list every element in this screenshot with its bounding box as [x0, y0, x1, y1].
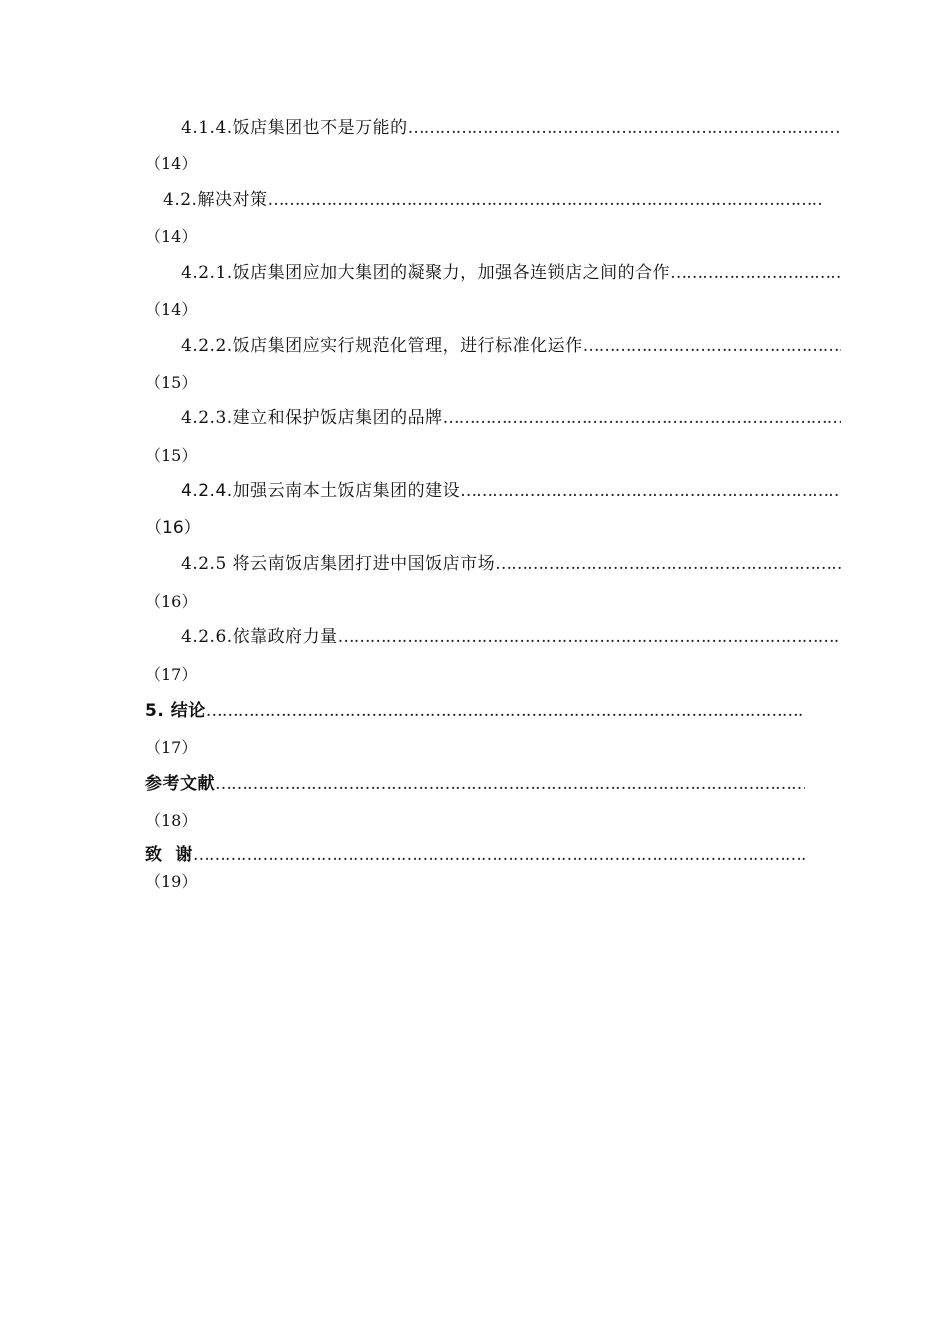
toc-entry-title: 4.2.6.依靠政府力量: [181, 627, 338, 647]
toc-entry-title: 4.1.4.饭店集团也不是万能的: [181, 118, 408, 138]
toc-page-number: （16）: [145, 518, 201, 538]
toc-entry-title: 4.2.2.饭店集团应实行规范化管理，进行标准化运作: [181, 336, 583, 356]
toc-page-number: （17）: [145, 665, 198, 684]
toc-page-number: （15）: [145, 373, 198, 392]
toc-entry-title: 致 谢: [145, 845, 193, 865]
toc-dot-leader: [267, 187, 823, 213]
toc-dot-leader: [215, 771, 805, 797]
toc-dot-leader: [670, 260, 841, 286]
toc-entry-title: 参考文献: [145, 774, 215, 794]
toc-page-number: （14）: [145, 154, 198, 173]
toc-dot-leader: [495, 551, 841, 577]
toc-entry-4-2-5[interactable]: [145, 551, 841, 577]
toc-page-number: （18）: [145, 811, 198, 830]
toc-page-number: （15）: [145, 446, 198, 465]
toc-entry-references[interactable]: [145, 771, 805, 797]
toc-page-number: （14）: [145, 227, 198, 246]
toc-entry-title: 5. 结论: [145, 701, 206, 721]
toc-dot-leader: [206, 698, 805, 724]
toc-entry-4-2-1[interactable]: [145, 260, 841, 286]
toc-entry-4-2[interactable]: [145, 187, 823, 213]
toc-entry-title: 4.2.1.饭店集团应加大集团的凝聚力，加强各连锁店之间的合作: [181, 263, 671, 283]
toc-entry-5-conclusion[interactable]: [145, 698, 805, 724]
toc-dot-leader: [460, 478, 841, 504]
toc-page-number: （19）: [145, 872, 198, 891]
toc-entry-acknowledgements[interactable]: [145, 842, 805, 868]
toc-entry-title: 4.2.5 将云南饭店集团打进中国饭店市场: [181, 554, 496, 574]
toc-dot-leader: [583, 333, 841, 359]
toc-entry-4-2-4[interactable]: [145, 478, 841, 504]
toc-dot-leader: [193, 842, 805, 868]
toc-dot-leader: [408, 115, 841, 141]
toc-dot-leader: [338, 624, 841, 650]
toc-dot-leader: [443, 405, 841, 431]
toc-entry-title: 4.2.4.加强云南本土饭店集团的建设: [181, 481, 461, 501]
toc-page-number: （17）: [145, 738, 198, 757]
toc-entry-4-2-3[interactable]: [145, 405, 841, 431]
toc-page-number: （16）: [145, 592, 198, 611]
toc-page-number: （14）: [145, 300, 198, 319]
toc-entry-4-1-4[interactable]: [145, 115, 841, 141]
toc-entry-title: 4.2.解决对策: [163, 190, 268, 210]
toc-entry-title: 4.2.3.建立和保护饭店集团的品牌: [181, 408, 443, 428]
toc-entry-4-2-2[interactable]: [145, 333, 841, 359]
toc-entry-4-2-6[interactable]: [145, 624, 841, 650]
